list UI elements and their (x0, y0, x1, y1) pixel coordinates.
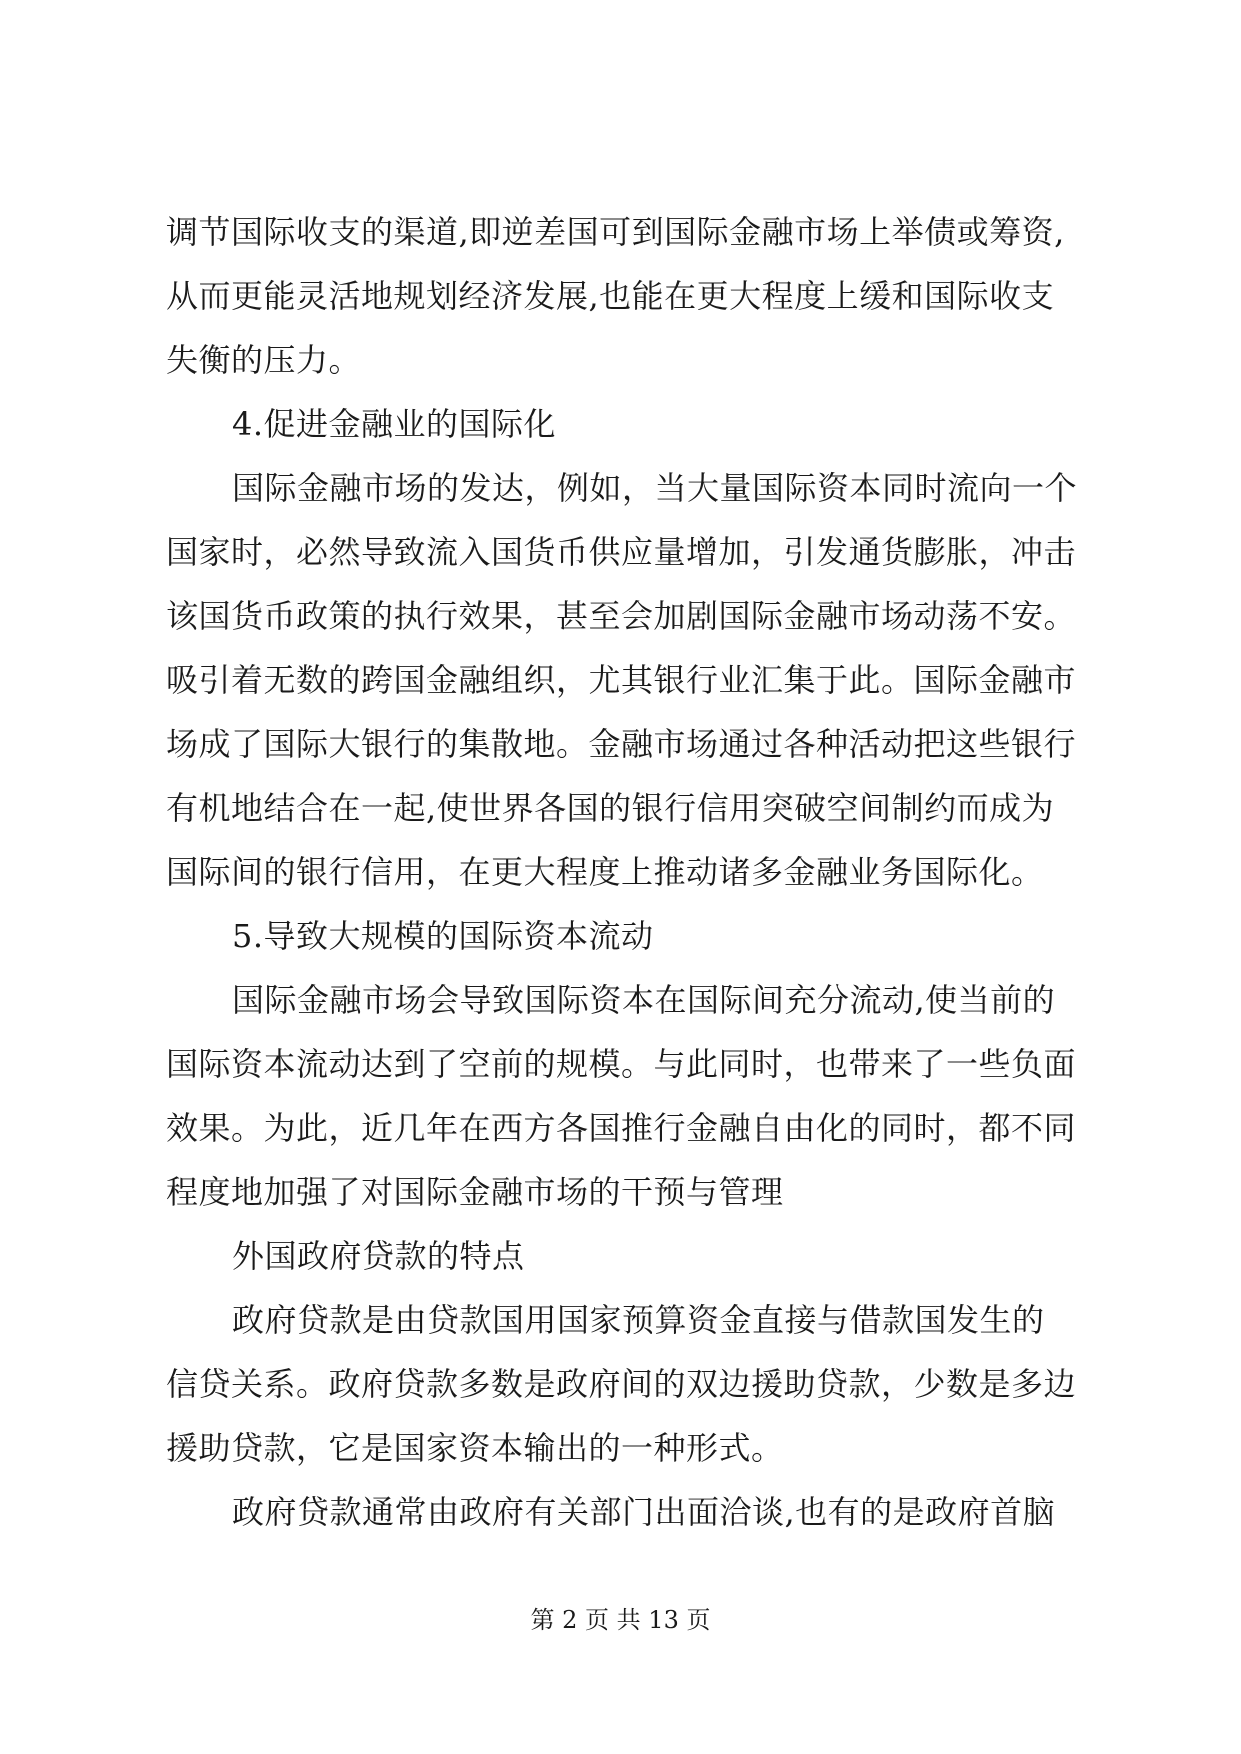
section-heading: 4.促进金融业的国际化 (232, 405, 557, 443)
section-heading: 外国政府贷款的特点 (232, 1237, 525, 1275)
text-line: 吸引着无数的跨国金融组织，尤其银行业汇集于此。国际金融市 (166, 661, 1077, 699)
text-line: 场成了国际大银行的集散地。金融市场通过各种活动把这些银行 (166, 725, 1077, 763)
text-line: 调节国际收支的渠道,即逆差国可到国际金融市场上举债或筹资, (166, 213, 1065, 251)
text-line: 从而更能灵活地规划经济发展,也能在更大程度上缓和国际收支 (166, 277, 1055, 315)
text-line: 有机地结合在一起,使世界各国的银行信用突破空间制约而成为 (166, 789, 1055, 827)
text-line: 国家时，必然导致流入国货币供应量增加，引发通货膨胀，冲击 (166, 533, 1077, 571)
page-number-footer: 第 2 页 共 13 页 (530, 1606, 711, 1634)
section-heading: 5.导致大规模的国际资本流动 (232, 917, 654, 955)
text-line: 国际资本流动达到了空前的规模。与此同时，也带来了一些负面 (166, 1045, 1077, 1083)
text-line: 国际间的银行信用，在更大程度上推动诸多金融业务国际化。 (166, 853, 1044, 891)
text-line: 效果。为此，近几年在西方各国推行金融自由化的同时，都不同 (166, 1109, 1077, 1147)
text-line: 程度地加强了对国际金融市场的干预与管理 (166, 1173, 784, 1211)
text-line: 政府贷款通常由政府有关部门出面洽谈,也有的是政府首脑 (232, 1493, 1056, 1531)
text-line: 援助贷款，它是国家资本输出的一种形式。 (166, 1429, 784, 1467)
text-line: 国际金融市场的发达，例如，当大量国际资本同时流向一个 (232, 469, 1078, 507)
body-text (166, 200, 1086, 1544)
text-line: 政府贷款是由贷款国用国家预算资金直接与借款国发生的 (232, 1301, 1045, 1339)
text-line: 该国货币政策的执行效果，甚至会加剧国际金融市场动荡不安。 (166, 597, 1077, 635)
text-line: 失衡的压力。 (166, 341, 362, 379)
text-line: 国际金融市场会导致国际资本在国际间充分流动,使当前的 (232, 981, 1056, 1019)
text-line: 信贷关系。政府贷款多数是政府间的双边援助贷款，少数是多边 (166, 1365, 1077, 1403)
